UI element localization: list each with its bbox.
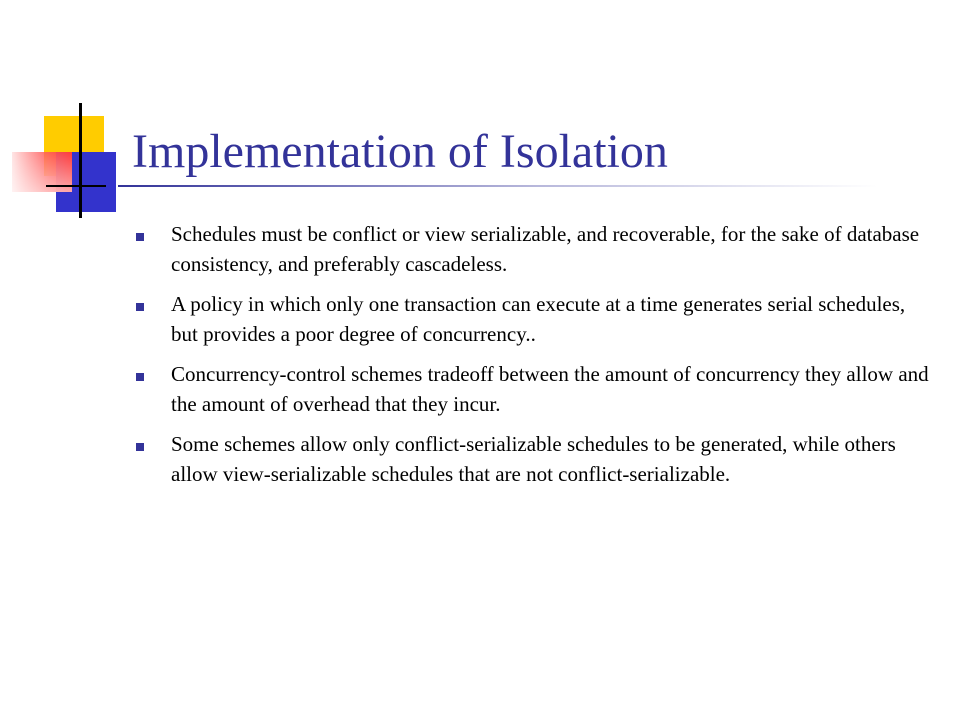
bullet-item — [134, 219, 934, 279]
title-rule — [118, 185, 878, 187]
bullet-item — [134, 289, 934, 349]
logo-horizontal-line — [46, 185, 106, 187]
bullet-text: Some schemes allow only conflict-serializable schedules to be generated, while others allow view-serializable schedules that are not conflict-serializable. — [171, 432, 896, 486]
bullet-item — [134, 429, 934, 489]
bullet-text: Concurrency-control schemes tradeoff between the amount of concurrency they allow and the amount of overhead that they incur. — [171, 362, 929, 416]
bullet-text: A policy in which only one transaction can execute at a time generates serial schedules, but provides a poor degree of concurrency.. — [171, 292, 906, 346]
square-bullet-icon — [136, 443, 144, 451]
logo-vertical-line — [79, 103, 82, 218]
bullet-text: Schedules must be conflict or view serializable, and recoverable, for the sake of database consistency, and preferably cascadeless. — [171, 222, 920, 276]
square-bullet-icon — [136, 373, 144, 381]
slide-decoration — [0, 0, 960, 240]
slide-title: Implementation of Isolation — [132, 125, 668, 178]
bullet-list — [134, 219, 934, 489]
square-bullet-icon — [136, 303, 144, 311]
square-bullet-icon — [136, 233, 144, 241]
bullet-item — [134, 359, 934, 419]
